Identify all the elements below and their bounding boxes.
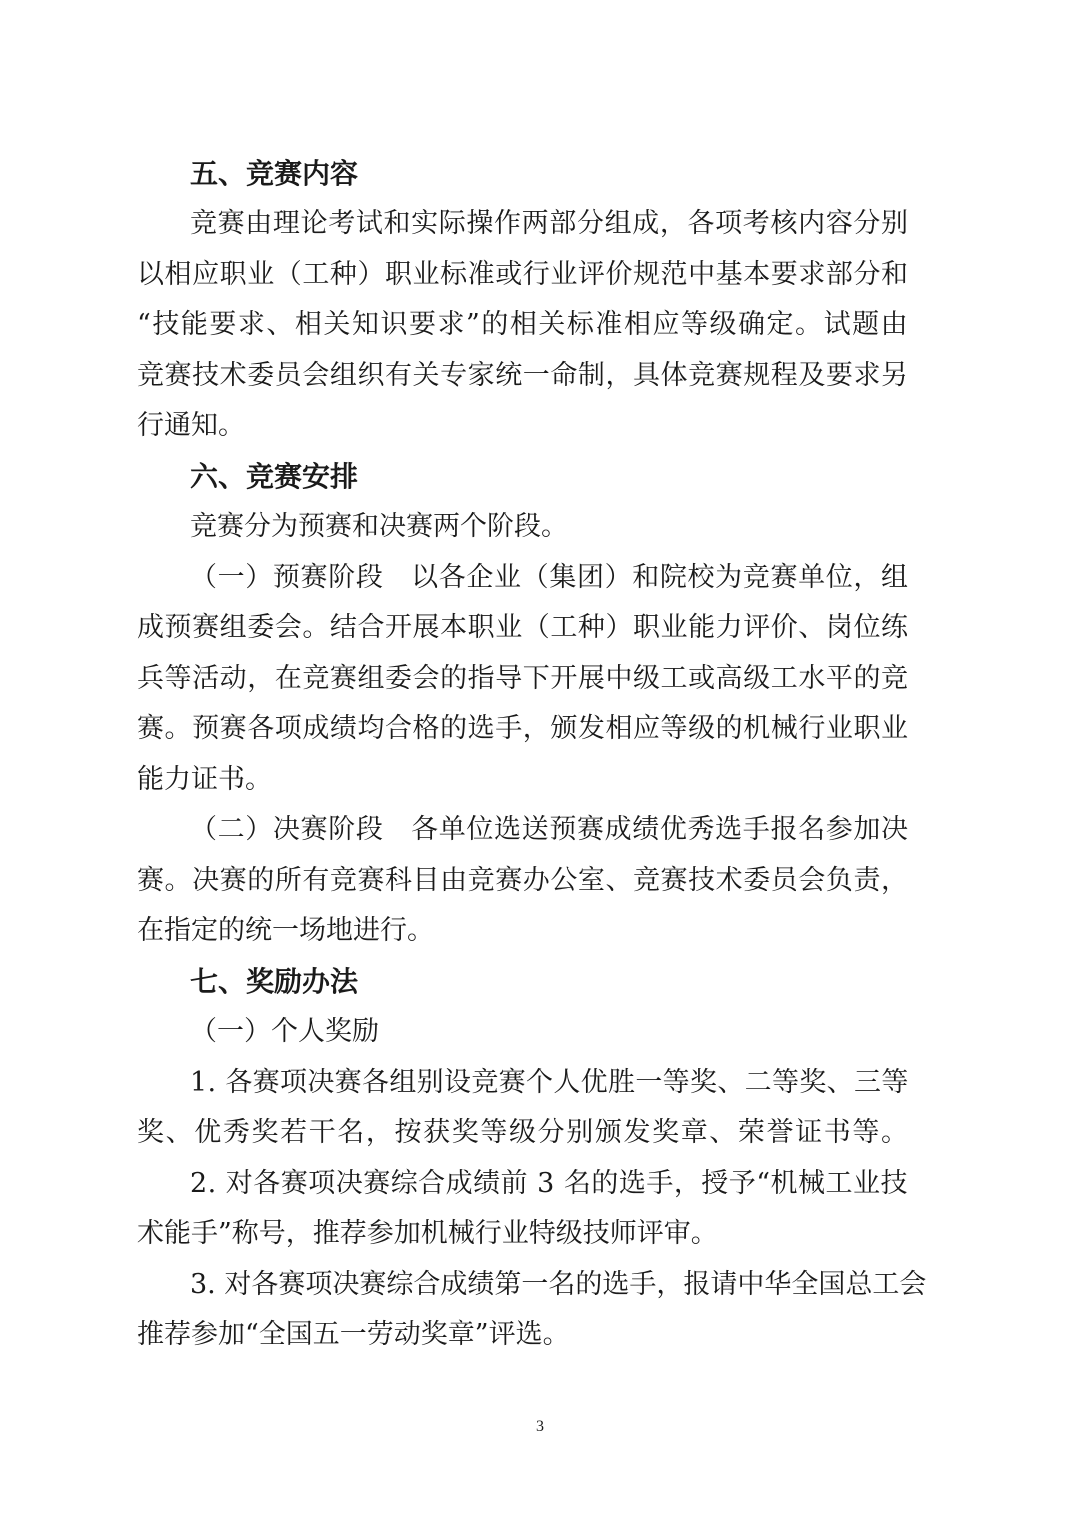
paragraph-5-line-1: 竞赛由理论考试和实际操作两部分组成，各项考核内容分别 [190, 208, 909, 239]
paragraph-5-line-2: 以相应职业（工种）职业标准或行业评价规范中基本要求部分和 [137, 259, 909, 290]
paragraph-6-2-line-2: 赛。决赛的所有竞赛科目由竞赛办公室、竞赛技术委员会负责， [137, 865, 909, 896]
heading-7: 七、奖励办法 [190, 965, 359, 998]
paragraph-6-1-line-2: 成预赛组委会。结合开展本职业（工种）职业能力评价、岗位练 [137, 612, 909, 643]
item-3-line-1: 3. 对各赛项决赛综合成绩第一名的选手，报请中华全国总工会 [190, 1269, 927, 1300]
paragraph-5-line-3: “技能要求、相关知识要求”的相关标准相应等级确定。试题由 [137, 309, 910, 340]
item-1-line-2: 奖、优秀奖若干名，按获奖等级分别颁发奖章、荣誉证书等。 [137, 1117, 910, 1148]
paragraph-6-1-line-5: 能力证书。 [137, 764, 272, 795]
item-3-line-2: 推荐参加“全国五一劳动奖章”评选。 [137, 1319, 570, 1350]
page-number: 3 [536, 1418, 544, 1435]
heading-6: 六、竞赛安排 [190, 460, 359, 493]
paragraph-5-line-4: 竞赛技术委员会组织有关专家统一命制，具体竞赛规程及要求另 [137, 360, 909, 391]
heading-5: 五、竞赛内容 [190, 157, 359, 190]
subheading-7-1: （一）个人奖励 [190, 1016, 379, 1047]
item-2-line-2: 术能手”称号，推荐参加机械行业特级技师评审。 [137, 1218, 718, 1249]
paragraph-6-1-line-4: 赛。预赛各项成绩均合格的选手，颁发相应等级的机械行业职业 [137, 713, 909, 744]
paragraph-6-line-1: 竞赛分为预赛和决赛两个阶段。 [190, 511, 568, 542]
paragraph-5-line-5: 行通知。 [137, 410, 245, 441]
item-1-line-1: 1. 各赛项决赛各组别设竞赛个人优胜一等奖、二等奖、三等 [190, 1067, 909, 1098]
item-2-line-1: 2. 对各赛项决赛综合成绩前 3 名的选手，授予“机械工业技 [190, 1168, 908, 1199]
paragraph-6-1-line-3: 兵等活动，在竞赛组委会的指导下开展中级工或高级工水平的竞 [137, 663, 909, 694]
paragraph-6-2-line-3: 在指定的统一场地进行。 [137, 915, 434, 946]
paragraph-6-1-line-1: （一）预赛阶段 以各企业（集团）和院校为竞赛单位，组 [190, 562, 909, 593]
paragraph-6-2-line-1: （二）决赛阶段 各单位选送预赛成绩优秀选手报名参加决 [190, 814, 909, 845]
